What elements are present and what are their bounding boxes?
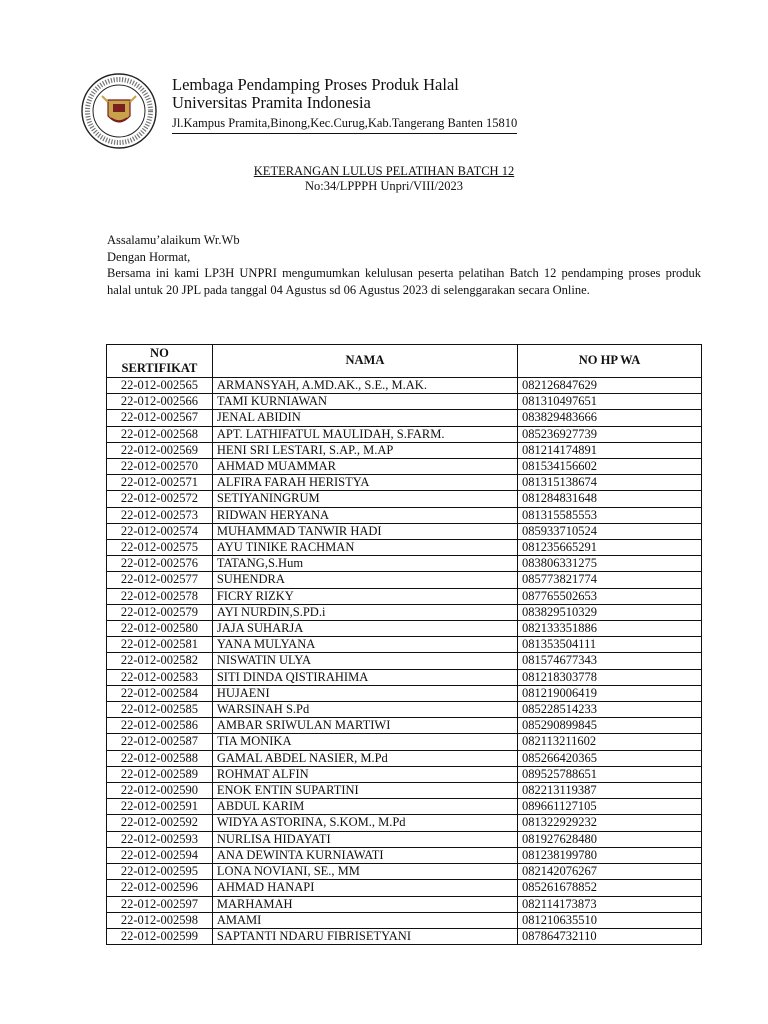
table-row <box>107 475 702 491</box>
cert-number-cell: 22-012-002588 <box>107 750 213 766</box>
name-cell: LONA NOVIANI, SE., MM <box>212 864 517 880</box>
table-row <box>107 864 702 880</box>
document-title: KETERANGAN LULUS PELATIHAN BATCH 12 <box>253 164 515 178</box>
phone-cell: 081238199780 <box>518 847 702 863</box>
name-cell: YANA MULYANA <box>212 637 517 653</box>
cert-number-cell: 22-012-002568 <box>107 426 213 442</box>
table-row <box>107 702 702 718</box>
table-header-row <box>107 345 702 378</box>
cert-number-cell: 22-012-002581 <box>107 637 213 653</box>
cert-number-cell: 22-012-002579 <box>107 604 213 620</box>
table-row <box>107 685 702 701</box>
table-row <box>107 669 702 685</box>
name-cell: APT. LATHIFATUL MAULIDAH, S.FARM. <box>212 426 517 442</box>
table-row <box>107 847 702 863</box>
name-cell: GAMAL ABDEL NASIER, M.Pd <box>212 750 517 766</box>
name-cell: TAMI KURNIAWAN <box>212 394 517 410</box>
intro-paragraph: Bersama ini kami LP3H UNPRI mengumumkan kelulusan peserta pelatihan Batch 12 pendamping proses produk halal untuk 20 JPL pada tanggal 04 Agustus sd 06 Agustus 2023 di selenggarakan secara Online. <box>107 266 701 297</box>
name-cell: ALFIRA FARAH HERISTYA <box>212 475 517 491</box>
name-cell: HENI SRI LESTARI, S.AP., M.AP <box>212 442 517 458</box>
cert-number-cell: 22-012-002589 <box>107 766 213 782</box>
phone-cell: 081310497651 <box>518 394 702 410</box>
table-row <box>107 750 702 766</box>
phone-cell: 081322929232 <box>518 815 702 831</box>
phone-cell: 087765502653 <box>518 588 702 604</box>
phone-cell: 081235665291 <box>518 540 702 556</box>
table-row <box>107 928 702 944</box>
cert-number-cell: 22-012-002592 <box>107 815 213 831</box>
name-cell: WIDYA ASTORINA, S.KOM., M.Pd <box>212 815 517 831</box>
letterhead <box>172 76 517 134</box>
org-address: Jl.Kampus Pramita,Binong,Kec.Curug,Kab.Tangerang Banten 15810 <box>172 114 517 134</box>
table-row <box>107 880 702 896</box>
org-name: Lembaga Pendamping Proses Produk Halal <box>172 75 459 94</box>
name-cell: ANA DEWINTA KURNIAWATI <box>212 847 517 863</box>
cert-number-cell: 22-012-002573 <box>107 507 213 523</box>
cert-number-cell: 22-012-002567 <box>107 410 213 426</box>
name-cell: ARMANSYAH, A.MD.AK., S.E., M.AK. <box>212 378 517 394</box>
table-row <box>107 621 702 637</box>
cert-number-cell: 22-012-002565 <box>107 378 213 394</box>
table-row <box>107 378 702 394</box>
phone-cell: 081219006419 <box>518 685 702 701</box>
name-cell: ROHMAT ALFIN <box>212 766 517 782</box>
cert-number-cell: 22-012-002571 <box>107 475 213 491</box>
phone-cell: 081315138674 <box>518 475 702 491</box>
cert-number-cell: 22-012-002596 <box>107 880 213 896</box>
table-row <box>107 491 702 507</box>
participants-table <box>106 344 702 945</box>
table-row <box>107 912 702 928</box>
cert-number-cell: 22-012-002597 <box>107 896 213 912</box>
intro-text <box>107 232 701 298</box>
table-row <box>107 783 702 799</box>
cert-number-cell: 22-012-002594 <box>107 847 213 863</box>
name-cell: TATANG,S.Hum <box>212 556 517 572</box>
phone-cell: 082113211602 <box>518 734 702 750</box>
cert-number-cell: 22-012-002582 <box>107 653 213 669</box>
salutation: Dengan Hormat, <box>107 249 191 264</box>
greeting: Assalamu’alaikum Wr.Wb <box>107 233 240 247</box>
table-row <box>107 604 702 620</box>
table-row <box>107 556 702 572</box>
table-row <box>107 815 702 831</box>
cert-number-cell: 22-012-002570 <box>107 459 213 475</box>
phone-cell: 085773821774 <box>518 572 702 588</box>
name-cell: SITI DINDA QISTIRAHIMA <box>212 669 517 685</box>
table-row <box>107 734 702 750</box>
table-row <box>107 637 702 653</box>
cert-number-cell: 22-012-002585 <box>107 702 213 718</box>
name-cell: MARHAMAH <box>212 896 517 912</box>
name-cell: SETIYANINGRUM <box>212 491 517 507</box>
table-row <box>107 831 702 847</box>
name-cell: ABDUL KARIM <box>212 799 517 815</box>
cert-number-cell: 22-012-002569 <box>107 442 213 458</box>
name-cell: JAJA SUHARJA <box>212 621 517 637</box>
phone-cell: 081210635510 <box>518 912 702 928</box>
cert-number-cell: 22-012-002599 <box>107 928 213 944</box>
name-cell: AMAMI <box>212 912 517 928</box>
name-cell: SUHENDRA <box>212 572 517 588</box>
header-phone: NO HP WA <box>518 345 702 378</box>
cert-number-cell: 22-012-002586 <box>107 718 213 734</box>
cert-number-cell: 22-012-002580 <box>107 621 213 637</box>
university-name: Universitas Pramita Indonesia <box>172 93 371 112</box>
phone-cell: 083829483666 <box>518 410 702 426</box>
table-row <box>107 718 702 734</box>
cert-number-cell: 22-012-002590 <box>107 783 213 799</box>
cert-number-cell: 22-012-002593 <box>107 831 213 847</box>
table-row <box>107 442 702 458</box>
university-seal-icon <box>80 72 158 150</box>
name-cell: AHMAD HANAPI <box>212 880 517 896</box>
phone-cell: 081214174891 <box>518 442 702 458</box>
phone-cell: 082213119387 <box>518 783 702 799</box>
table-row <box>107 523 702 539</box>
cert-number-cell: 22-012-002584 <box>107 685 213 701</box>
cert-number-cell: 22-012-002583 <box>107 669 213 685</box>
phone-cell: 085261678852 <box>518 880 702 896</box>
phone-cell: 082114173873 <box>518 896 702 912</box>
table-row <box>107 540 702 556</box>
phone-cell: 087864732110 <box>518 928 702 944</box>
phone-cell: 083806331275 <box>518 556 702 572</box>
cert-number-cell: 22-012-002587 <box>107 734 213 750</box>
name-cell: RIDWAN HERYANA <box>212 507 517 523</box>
name-cell: FICRY RIZKY <box>212 588 517 604</box>
phone-cell: 081574677343 <box>518 653 702 669</box>
phone-cell: 085228514233 <box>518 702 702 718</box>
phone-cell: 081315585553 <box>518 507 702 523</box>
table-row <box>107 896 702 912</box>
name-cell: AMBAR SRIWULAN MARTIWI <box>212 718 517 734</box>
name-cell: NISWATIN ULYA <box>212 653 517 669</box>
phone-cell: 082133351886 <box>518 621 702 637</box>
name-cell: AHMAD MUAMMAR <box>212 459 517 475</box>
phone-cell: 081218303778 <box>518 669 702 685</box>
header-cert-line2: SERTIFIKAT <box>121 361 198 375</box>
table-row <box>107 588 702 604</box>
table-row <box>107 507 702 523</box>
phone-cell: 083829510329 <box>518 604 702 620</box>
phone-cell: 085236927739 <box>518 426 702 442</box>
table-row <box>107 394 702 410</box>
cert-number-cell: 22-012-002572 <box>107 491 213 507</box>
cert-number-cell: 22-012-002591 <box>107 799 213 815</box>
document-heading <box>0 164 768 194</box>
cert-number-cell: 22-012-002576 <box>107 556 213 572</box>
phone-cell: 081353504111 <box>518 637 702 653</box>
table-row <box>107 459 702 475</box>
table-row <box>107 799 702 815</box>
cert-number-cell: 22-012-002595 <box>107 864 213 880</box>
header-cert-number <box>107 345 213 378</box>
header-name: NAMA <box>212 345 517 378</box>
cert-number-cell: 22-012-002574 <box>107 523 213 539</box>
name-cell: TIA MONIKA <box>212 734 517 750</box>
name-cell: MUHAMMAD TANWIR HADI <box>212 523 517 539</box>
name-cell: AYI NURDIN,S.PD.i <box>212 604 517 620</box>
phone-cell: 081927628480 <box>518 831 702 847</box>
name-cell: JENAL ABIDIN <box>212 410 517 426</box>
table-row <box>107 426 702 442</box>
table-row <box>107 410 702 426</box>
phone-cell: 081284831648 <box>518 491 702 507</box>
cert-number-cell: 22-012-002566 <box>107 394 213 410</box>
cert-number-cell: 22-012-002598 <box>107 912 213 928</box>
name-cell: HUJAENI <box>212 685 517 701</box>
name-cell: ENOK ENTIN SUPARTINI <box>212 783 517 799</box>
phone-cell: 089525788651 <box>518 766 702 782</box>
header-cert-line1: NO <box>150 345 169 360</box>
table-row <box>107 653 702 669</box>
name-cell: WARSINAH S.Pd <box>212 702 517 718</box>
cert-number-cell: 22-012-002575 <box>107 540 213 556</box>
table-row <box>107 766 702 782</box>
phone-cell: 085266420365 <box>518 750 702 766</box>
name-cell: AYU TINIKE RACHMAN <box>212 540 517 556</box>
name-cell: NURLISA HIDAYATI <box>212 831 517 847</box>
table-row <box>107 572 702 588</box>
cert-number-cell: 22-012-002577 <box>107 572 213 588</box>
phone-cell: 085933710524 <box>518 523 702 539</box>
cert-number-cell: 22-012-002578 <box>107 588 213 604</box>
document-number: No:34/LPPPH Unpri/VIII/2023 <box>305 179 463 193</box>
phone-cell: 089661127105 <box>518 799 702 815</box>
phone-cell: 082126847629 <box>518 378 702 394</box>
phone-cell: 081534156602 <box>518 459 702 475</box>
phone-cell: 082142076267 <box>518 864 702 880</box>
phone-cell: 085290899845 <box>518 718 702 734</box>
name-cell: SAPTANTI NDARU FIBRISETYANI <box>212 928 517 944</box>
